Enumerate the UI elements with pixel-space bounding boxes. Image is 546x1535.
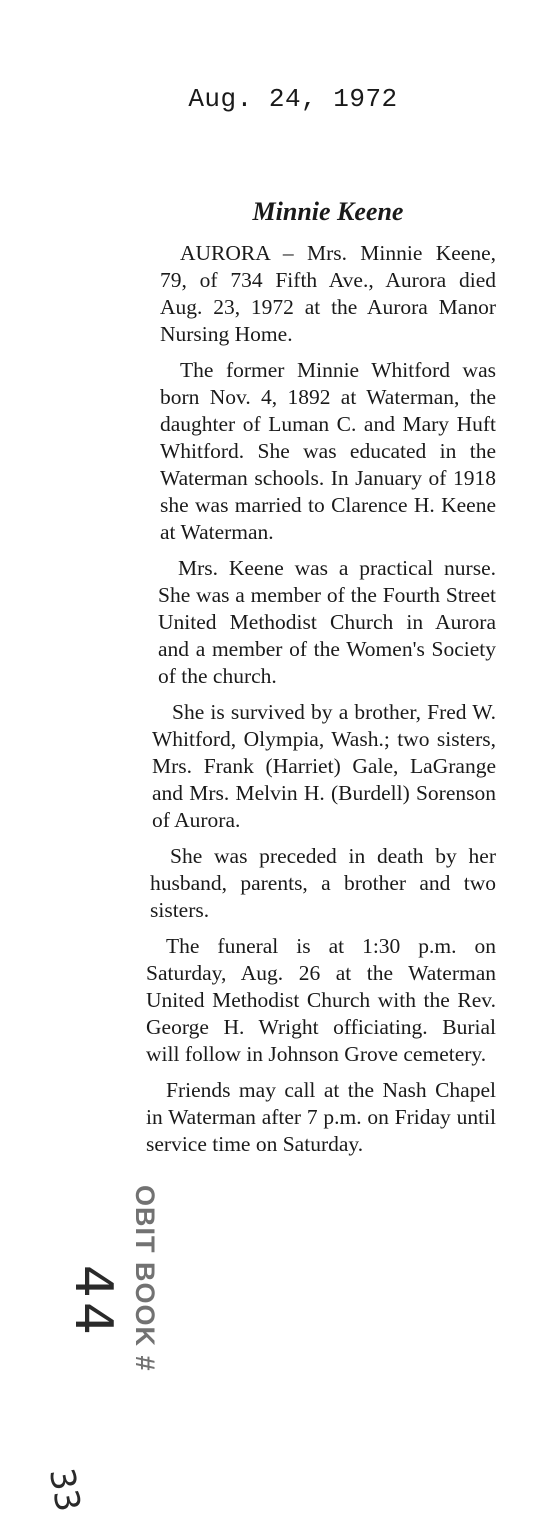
paragraph-career: Mrs. Keene was a practical nurse. She was a member of the Fourth Street United Methodist Church in Aurora and a member of the Women's Society of the church. xyxy=(158,556,496,688)
obit-book-stamp: OBIT BOOK # xyxy=(130,1185,160,1372)
paragraph-visitation: Friends may call at the Nash Chapel in Waterman after 7 p.m. on Friday until service time on Saturday. xyxy=(146,1078,496,1156)
handwritten-book-number: 44 xyxy=(63,1264,123,1340)
clipping-date: Aug. 24, 1972 xyxy=(188,84,398,114)
paragraph-early-life: The former Minnie Whitford was born Nov. 4, 1892 at Waterman, the daughter of Luman C. and Mary Huft Whitford. She was educated in the Waterman schools. In January of 1918 she was married to Clarence H. Keene at Waterman. xyxy=(160,358,496,544)
paragraph-funeral: The funeral is at 1:30 p.m. on Saturday, Aug. 26 at the Waterman United Methodist Church with the Rev. George H. Wright officiating. Burial will follow in Johnson Grove cemetery. xyxy=(146,934,496,1066)
paragraph-preceded: She was preceded in death by her husband, parents, a brother and two sisters. xyxy=(150,844,496,922)
obituary-headline: Minnie Keene xyxy=(252,197,404,226)
corner-handwritten-mark: 33 xyxy=(40,1465,88,1515)
paragraph-intro: AURORA – Mrs. Minnie Keene, 79, of 734 Fifth Ave., Aurora died Aug. 23, 1972 at the Aurora Manor Nursing Home. xyxy=(160,241,496,346)
paragraph-survivors: She is survived by a brother, Fred W. Whitford, Olympia, Wash.; two sisters, Mrs. Frank (Harriet) Gale, LaGrange and Mrs. Melvin H. (Burdell) Sorenson of Aurora. xyxy=(152,700,496,832)
obituary-body xyxy=(146,240,496,1167)
